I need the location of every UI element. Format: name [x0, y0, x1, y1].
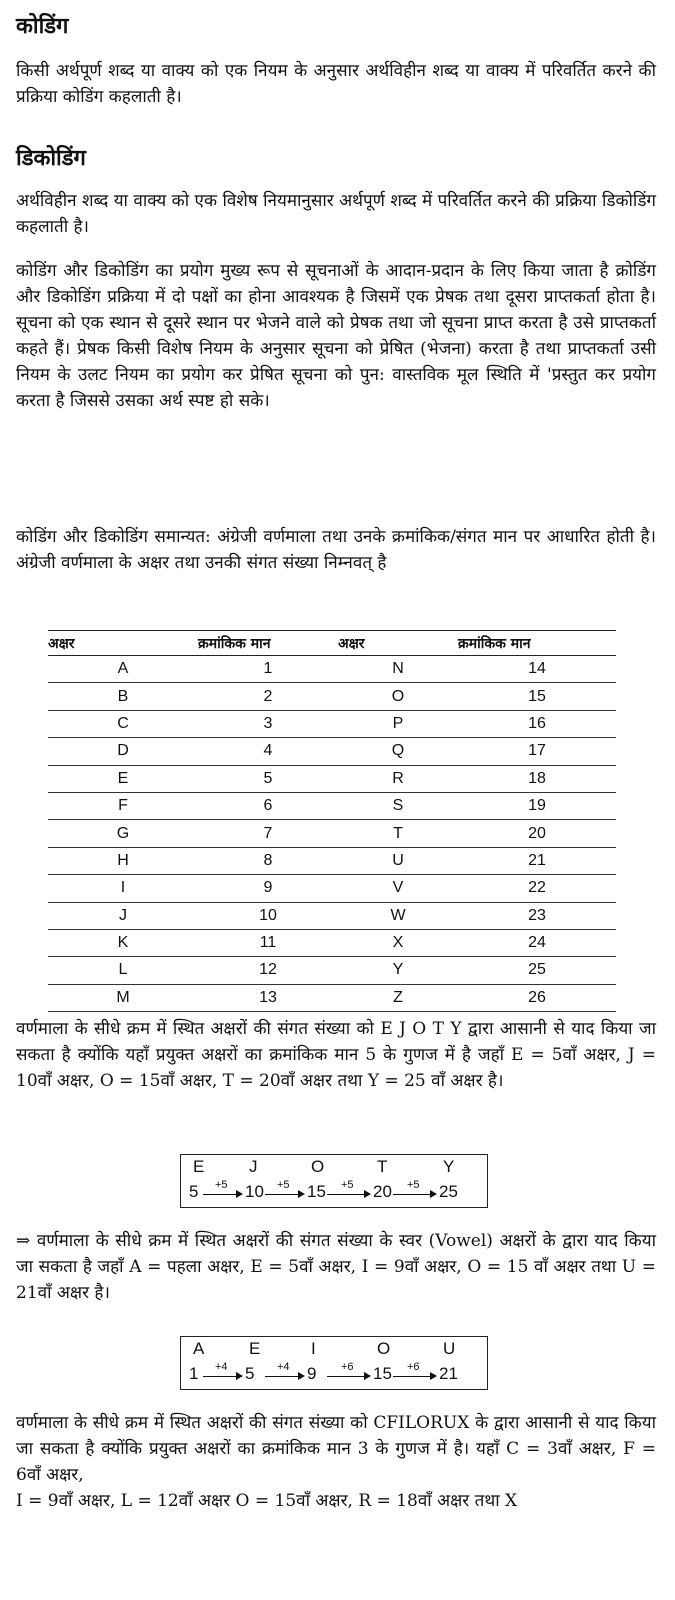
cell-value: 3 [198, 710, 338, 737]
table-row [48, 984, 616, 1011]
para-coding-definition: किसी अर्थपूर्ण शब्द या वाक्य को एक नियम के अनुसार अर्थविहीन शब्द या वाक्य में परिवर्तित करने की प्रक्रिया कोडिंग कहलाती है। [16, 61, 656, 107]
cell-letter: F [48, 792, 198, 819]
sequence-letter: Y [443, 1157, 455, 1176]
cell-value: 8 [198, 847, 338, 874]
cell-letter: W [338, 902, 458, 929]
header-value-1: क्रमांकिक मान [198, 631, 338, 656]
sequence-letter: O [311, 1157, 325, 1176]
table-row [48, 875, 616, 902]
cell-letter: A [48, 656, 198, 683]
table-header-row [48, 631, 616, 656]
table-row [48, 656, 616, 683]
arrow-right-icon [430, 1372, 437, 1380]
para-cfilorux: वर्णमाला के सीधे क्रम में स्थित अक्षरों की संगत संख्या को CFILORUX के द्वारा आसानी से याद किया जा सकता है क्योंकि प्रयुक्त अक्षरों का क्रमांकिक मान 3 के गुणज में है। यहाँ C = 3वाँ अक्षर, F = 6वाँ अक्षर, [16, 1413, 656, 1485]
cell-letter: T [338, 820, 458, 847]
para-decoding-definition: अर्थविहीन शब्द या वाक्य को एक विशेष नियमानुसार अर्थपूर्ण शब्द में परिवर्तित करने की प्रक्रिया डिकोडिंग कहलाती है। [16, 191, 656, 237]
para-ejoty: वर्णमाला के सीधे क्रम में स्थित अक्षरों की संगत संख्या को E J O T Y द्वारा आसानी से याद किया जा सकता है क्योंकि यहाँ प्रयुक्त अक्षरों का क्रमांकिक मान 5 के गुणज में है जहाँ E = 5वाँ अक्षर, J = 10वाँ अक्षर, O = 15वाँ अक्षर, T = 20वाँ अक्षर तथा Y = 25 वाँ अक्षर है। [16, 1019, 656, 1091]
cell-value: 19 [458, 792, 616, 819]
header-letter-1: अक्षर [48, 631, 198, 656]
sequence-arrow-line [393, 1376, 431, 1377]
table-body [48, 656, 616, 1012]
sequence-step-label: +4 [277, 1361, 290, 1373]
sequence-arrow-line [393, 1194, 431, 1195]
cell-letter: P [338, 710, 458, 737]
sequence-number: 15 [373, 1364, 392, 1383]
cell-value: 14 [458, 656, 616, 683]
sequence-step-label: +5 [277, 1179, 290, 1191]
cell-value: 23 [458, 902, 616, 929]
cell-letter: O [338, 683, 458, 710]
sequence-number: 20 [373, 1182, 392, 1201]
sequence-letter: O [377, 1339, 391, 1358]
sequence-step-label: +6 [407, 1361, 420, 1373]
para-coding-usage: कोडिंग और डिकोडिंग का प्रयोग मुख्य रूप से सूचनाओं के आदान-प्रदान के लिए किया जाता है क्रोडिंग और डिकोडिंग प्रक्रिया में दो पक्षों का होना आवश्यक है जिसमें एक प्रेषक तथा दूसरा प्राप्तकर्ता होता है। सूचना को एक स्थान से दूसरे स्थान पर भेजने वाले को प्रेषक तथा जो सूचना प्राप्त करता है उसे प्राप्तकर्ता कहते हैं। प्रेषक किसी विशेष नियम के अनुसार सूचना को प्रेषित (भेजना) करता है तथा प्राप्तकर्ता उसी नियम के उलट नियम का प्रयोग कर प्रेषित सूचना को पुन: वास्तविक मूल स्थिति में 'प्रस्तुत कर प्रयोग करता है जिससे उसका अर्थ स्पष्ट हो सके। [16, 261, 656, 411]
arrow-right-icon [298, 1372, 305, 1380]
cell-value: 13 [198, 984, 338, 1011]
sequence-step-label: +5 [215, 1179, 228, 1191]
table-row [48, 792, 616, 819]
sequence-step-label: +6 [341, 1361, 354, 1373]
table-row [48, 929, 616, 956]
cell-letter: N [338, 656, 458, 683]
sequence-number: 15 [307, 1182, 326, 1201]
table-row [48, 820, 616, 847]
cell-letter: L [48, 957, 198, 984]
header-letter-2: अक्षर [338, 631, 458, 656]
header-value-2: क्रमांकिक मान [458, 631, 616, 656]
cell-letter: E [48, 765, 198, 792]
cell-value: 10 [198, 902, 338, 929]
cell-letter: K [48, 929, 198, 956]
cell-letter: B [48, 683, 198, 710]
cell-value: 24 [458, 929, 616, 956]
sequence-letter: U [443, 1339, 456, 1358]
cell-value: 11 [198, 929, 338, 956]
sequence-letter: A [193, 1339, 205, 1358]
cell-value: 26 [458, 984, 616, 1011]
cell-letter: D [48, 738, 198, 765]
ejoty-sequence-box [180, 1154, 488, 1208]
cell-letter: I [48, 875, 198, 902]
arrow-right-icon [236, 1372, 243, 1380]
cell-value: 2 [198, 683, 338, 710]
sequence-step-label: +5 [407, 1179, 420, 1191]
vowel-sequence-box [180, 1336, 488, 1390]
table-row [48, 765, 616, 792]
sequence-arrow-line [265, 1376, 299, 1377]
arrow-right-icon [298, 1190, 305, 1198]
sequence-number: 25 [439, 1182, 458, 1201]
para-vowel: ⇒ वर्णमाला के सीधे क्रम में स्थित अक्षरों की संगत संख्या के स्वर (Vowel) अक्षरों के द्वारा याद किया जा सकता है जहाँ A = पहला अक्षर, E = 5वाँ अक्षर, I = 9वाँ अक्षर, O = 15 वाँ अक्षर तथा U = 21वाँ अक्षर है। [16, 1231, 656, 1303]
cell-value: 20 [458, 820, 616, 847]
arrow-right-icon [364, 1190, 371, 1198]
table-row [48, 738, 616, 765]
cell-letter: X [338, 929, 458, 956]
sequence-step-label: +4 [215, 1361, 228, 1373]
sequence-number: 5 [189, 1182, 199, 1201]
arrow-right-icon [430, 1190, 437, 1198]
cell-value: 16 [458, 710, 616, 737]
table-row [48, 710, 616, 737]
sequence-letter: I [311, 1339, 316, 1358]
sequence-arrow-line [265, 1194, 299, 1195]
cell-value: 25 [458, 957, 616, 984]
sequence-number: 5 [245, 1364, 255, 1383]
cell-letter: Z [338, 984, 458, 1011]
cell-letter: C [48, 710, 198, 737]
cell-value: 17 [458, 738, 616, 765]
sequence-arrow-line [327, 1376, 365, 1377]
sequence-letter: T [377, 1157, 388, 1176]
sequence-number: 1 [189, 1364, 199, 1383]
cell-value: 5 [198, 765, 338, 792]
sequence-number: 9 [307, 1364, 317, 1383]
cell-value: 12 [198, 957, 338, 984]
cell-value: 7 [198, 820, 338, 847]
sequence-arrow-line [203, 1376, 237, 1377]
para-alphabet-intro: कोडिंग और डिकोडिंग समान्यत: अंग्रेजी वर्णमाला तथा उनके क्रमांकिक/संगत मान पर आधारित होती है। अंग्रेजी वर्णमाला के अक्षर तथा उनकी संगत संख्या निम्नवत् है [16, 527, 656, 573]
cell-letter: M [48, 984, 198, 1011]
cell-letter: V [338, 875, 458, 902]
cell-value: 22 [458, 875, 616, 902]
table-row [48, 957, 616, 984]
table-row [48, 902, 616, 929]
table-row [48, 847, 616, 874]
sequence-letter: E [249, 1339, 261, 1358]
alphabet-table [48, 630, 616, 1012]
cell-letter: J [48, 902, 198, 929]
cell-letter: H [48, 847, 198, 874]
cell-letter: U [338, 847, 458, 874]
table-row [48, 683, 616, 710]
cell-letter: R [338, 765, 458, 792]
sequence-step-label: +5 [341, 1179, 354, 1191]
cell-value: 15 [458, 683, 616, 710]
sequence-letter: E [193, 1157, 205, 1176]
sequence-letter: J [249, 1157, 258, 1176]
cell-value: 9 [198, 875, 338, 902]
cell-letter: G [48, 820, 198, 847]
cell-value: 1 [198, 656, 338, 683]
cell-value: 4 [198, 738, 338, 765]
cell-value: 6 [198, 792, 338, 819]
para-cfilorux-last-line: I = 9वाँ अक्षर, L = 12वाँ अक्षर O = 15वाँ अक्षर, R = 18वाँ अक्षर तथा X [16, 1491, 518, 1511]
sequence-number: 21 [439, 1364, 458, 1383]
cell-letter: Y [338, 957, 458, 984]
sequence-arrow-line [327, 1194, 365, 1195]
sequence-number: 10 [245, 1182, 264, 1201]
cell-value: 21 [458, 847, 616, 874]
cell-letter: Q [338, 738, 458, 765]
heading-decoding: डिकोडिंग [16, 146, 86, 171]
heading-coding: कोडिंग [16, 14, 69, 39]
arrow-right-icon [364, 1372, 371, 1380]
sequence-arrow-line [203, 1194, 237, 1195]
cell-letter: S [338, 792, 458, 819]
cell-value: 18 [458, 765, 616, 792]
arrow-right-icon [236, 1190, 243, 1198]
